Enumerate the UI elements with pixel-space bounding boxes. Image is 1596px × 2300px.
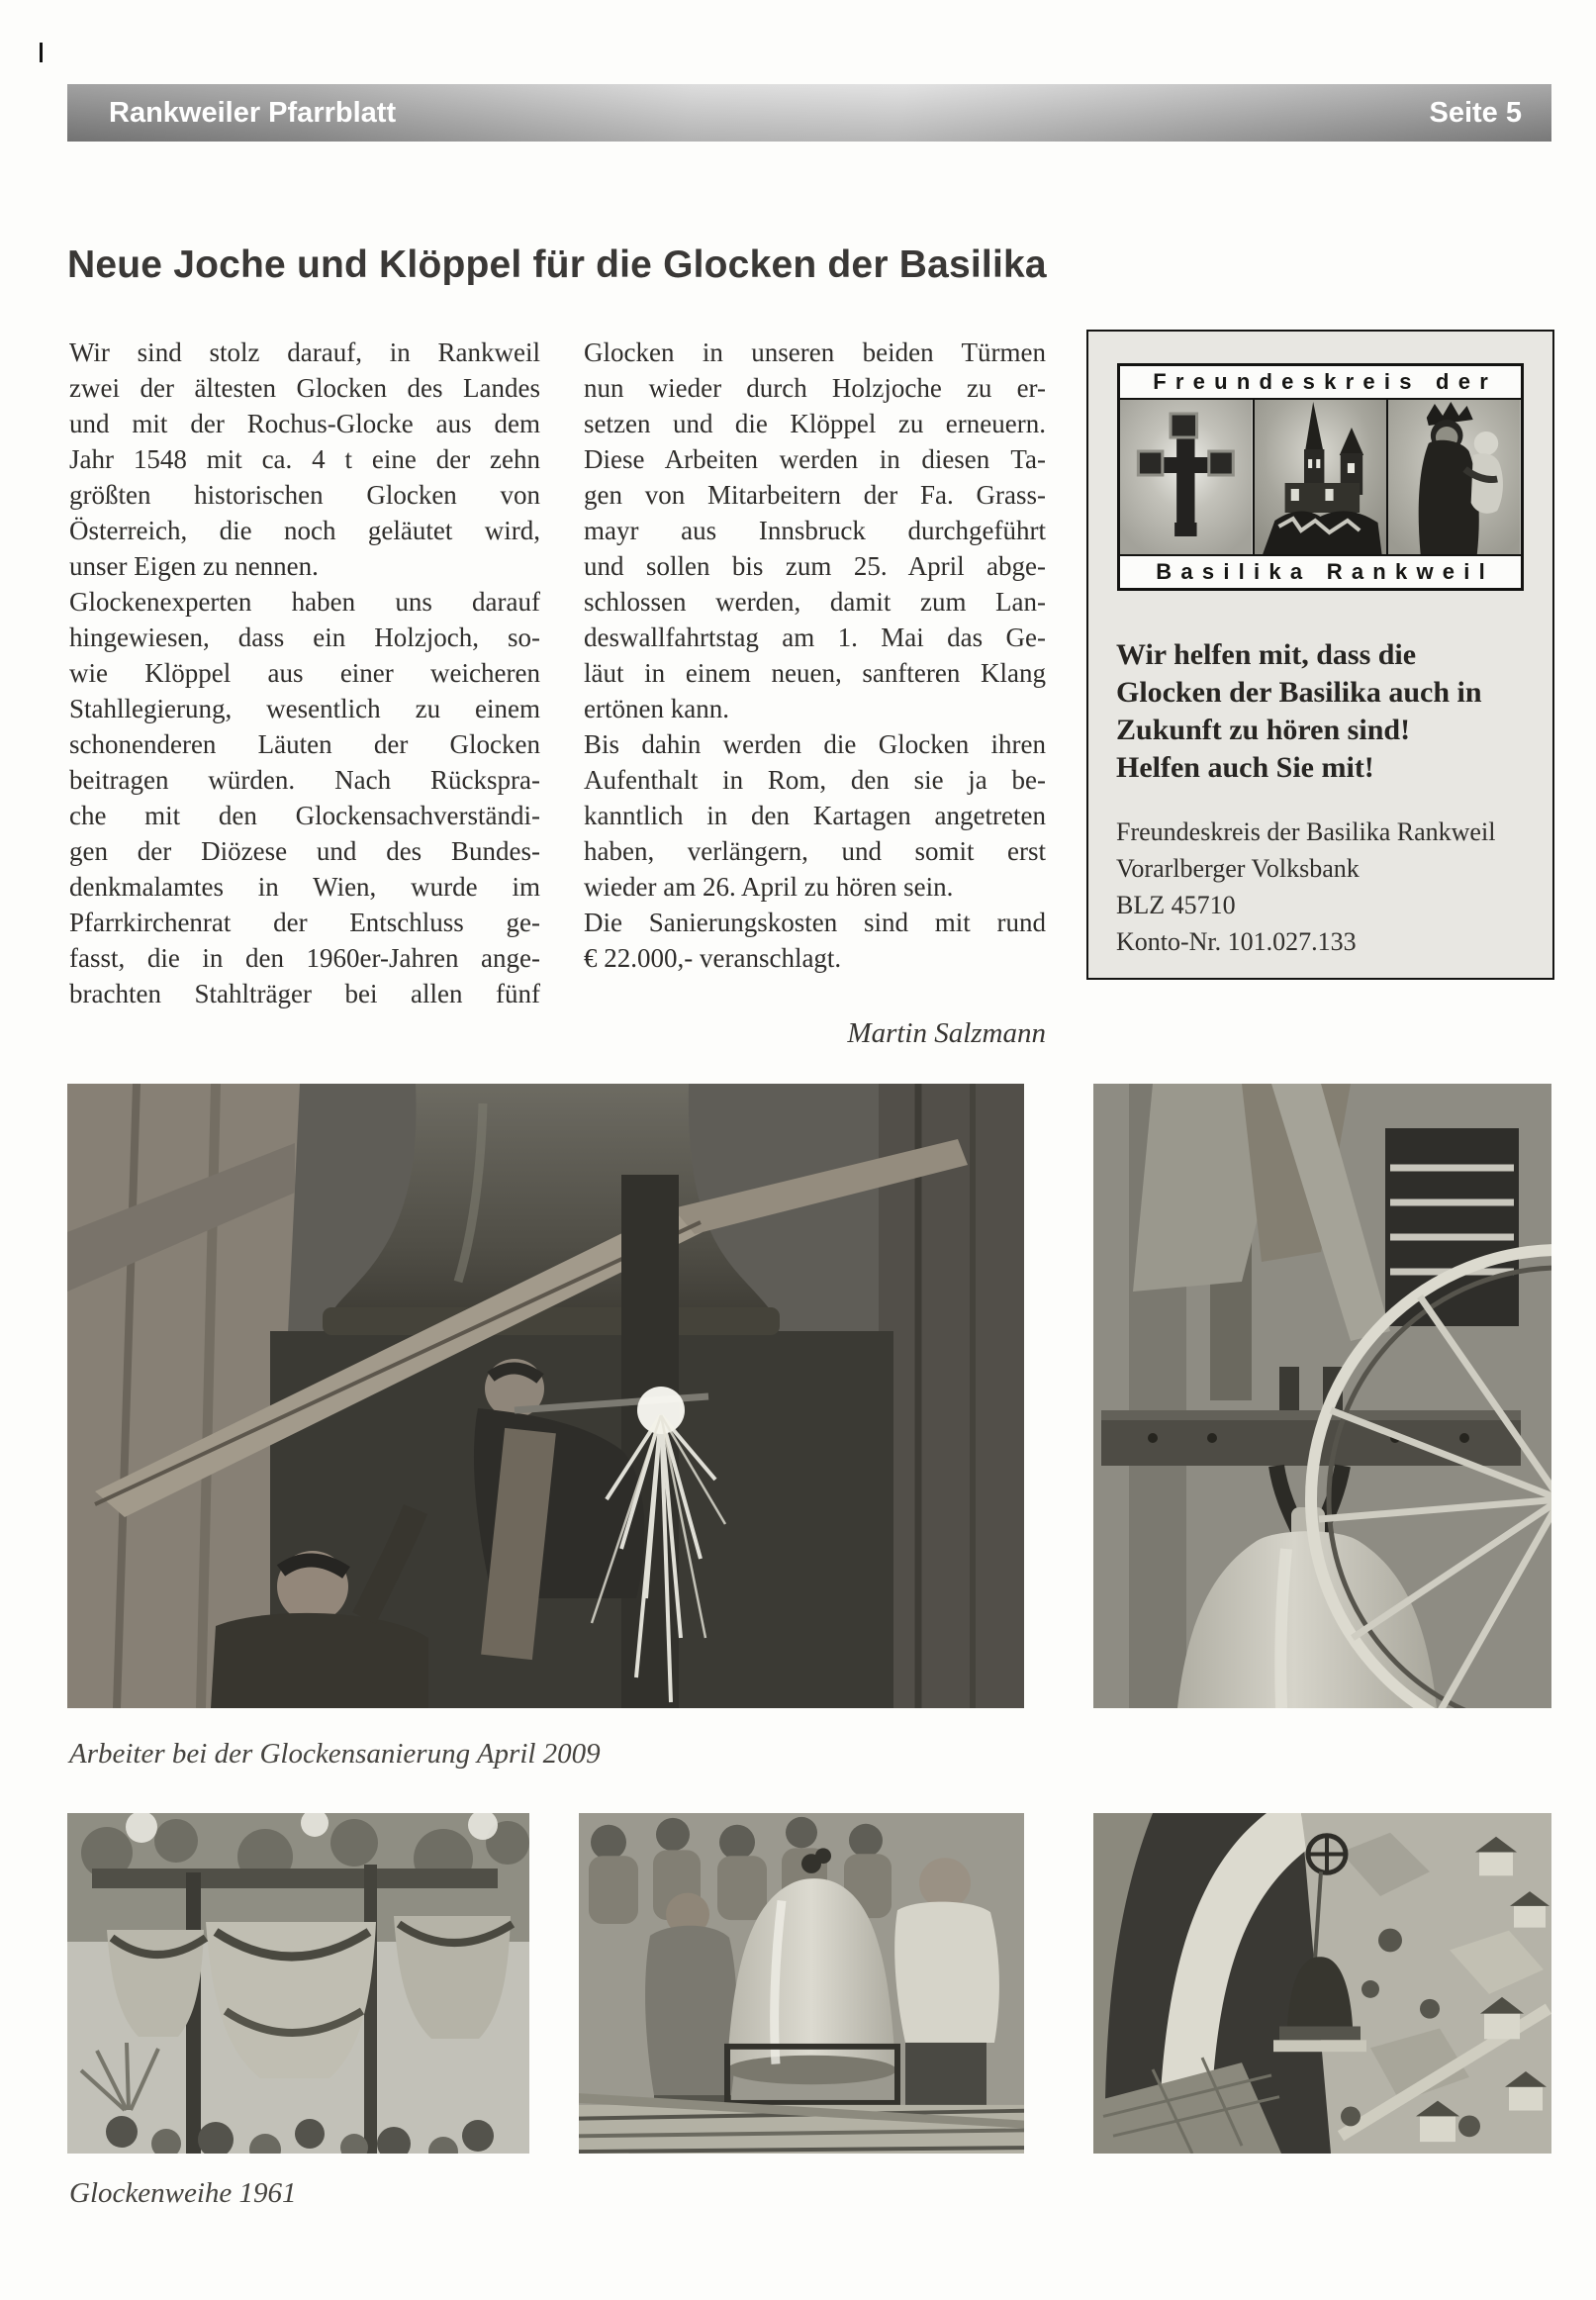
body-text-line: deswallfahrtstag am 1. Mai das Ge- xyxy=(584,623,1046,652)
body-text-line: wie Klöppel aus einer weicheren xyxy=(69,658,540,688)
caption-row1: Arbeiter bei der Glockensanierung April 2009 xyxy=(69,1738,601,1770)
body-text-line: Bis dahin werden die Glocken ihren xyxy=(584,729,1046,759)
photo-decorated-bells-crowd xyxy=(67,1813,529,2154)
basilica-icon xyxy=(1255,400,1389,554)
caption-row2: Glockenweihe 1961 xyxy=(69,2177,297,2209)
photo-bell-with-wheel xyxy=(1093,1084,1551,1708)
page-header-bar xyxy=(67,84,1551,142)
body-text-line: läut in einem neuen, sanfteren Klang xyxy=(584,658,1046,688)
appeal-line: Wir helfen mit, dass die xyxy=(1116,638,1417,671)
cross-icon xyxy=(1120,400,1255,554)
body-text-line: schlossen werden, damit zum Lan- xyxy=(584,587,1046,617)
body-text-line: Aufenthalt in Rom, den sie ja be- xyxy=(584,765,1046,795)
body-text-line: größten historischen Glocken von xyxy=(69,480,540,510)
article-title: Neue Joche und Klöppel für die Glocken der Basilika xyxy=(67,243,1047,287)
body-text-line: Glockenexperten haben uns darauf xyxy=(69,587,540,617)
body-text-line: schonenderen Läuten der Glocken xyxy=(69,729,540,759)
body-text-line: che mit den Glockensachverständi- xyxy=(69,801,540,830)
body-text-line: nun wieder durch Holzjoche zu er- xyxy=(584,373,1046,403)
body-text-line: Glocken in unseren beiden Türmen xyxy=(584,337,1046,367)
article-column-2 xyxy=(584,335,1046,1051)
body-text-line: Pfarrkirchenrat der Entschluss ge- xyxy=(69,908,540,937)
body-text-line: Österreich, die noch geläutet wird, xyxy=(69,516,540,545)
crop-mark xyxy=(40,43,43,62)
body-text-line: setzen und die Klöppel zu erneuern. xyxy=(584,409,1046,438)
newsletter-name: Rankweiler Pfarrblatt xyxy=(109,96,397,129)
body-text-line: brachten Stahlträger bei allen fünf xyxy=(69,979,540,1008)
freundeskreis-logo xyxy=(1117,363,1524,591)
donation-appeal-text xyxy=(1116,636,1527,787)
body-text-line: Diese Arbeiten werden in diesen Ta- xyxy=(584,444,1046,474)
body-text-line: gen der Diözese und des Bundes- xyxy=(69,836,540,866)
donation-info-box xyxy=(1086,330,1554,980)
logo-text-bottom: Basilika Rankweil xyxy=(1120,554,1521,588)
body-text-line: wieder am 26. April zu hören sein. xyxy=(584,872,954,902)
madonna-and-child-icon xyxy=(1388,400,1521,554)
article-column-1 xyxy=(69,335,540,1011)
body-text-line: fasst, die in den 1960er-Jahren ange- xyxy=(69,943,540,973)
body-text-line: kanntlich in den Kartagen angetreten xyxy=(584,801,1046,830)
body-text-line: € 22.000,- veranschlagt. xyxy=(584,943,842,973)
body-text-line: zwei der ältesten Glocken des Landes xyxy=(69,373,540,403)
body-text-line: unser Eigen zu nennen. xyxy=(69,551,319,581)
account-line: Konto-Nr. 101.027.133 xyxy=(1116,927,1357,956)
logo-image-panels xyxy=(1120,400,1521,554)
page-number: Seite 5 xyxy=(1429,96,1522,129)
body-text-line: beitragen würden. Nach Rückspra- xyxy=(69,765,540,795)
body-text-line: gen von Mitarbeitern der Fa. Grass- xyxy=(584,480,1046,510)
article-byline: Martin Salzmann xyxy=(847,1017,1046,1049)
body-text-line: mayr aus Innsbruck durchgeführt xyxy=(584,516,1046,545)
body-text-line: Jahr 1548 mit ca. 4 t eine der zehn xyxy=(69,444,540,474)
body-text-line: Die Sanierungskosten sind mit rund xyxy=(584,908,1046,937)
body-text-line: und mit der Rochus-Glocke aus dem xyxy=(69,409,540,438)
photo-aerial-bell-lift xyxy=(1093,1813,1551,2154)
body-text-line: denkmalamtes in Wien, wurde im xyxy=(69,872,540,902)
account-line: BLZ 45710 xyxy=(1116,891,1236,919)
body-text-line: hingewiesen, dass ein Holzjoch, so- xyxy=(69,623,540,652)
appeal-line: Glocken der Basilika auch in xyxy=(1116,676,1482,709)
bank-account-details xyxy=(1116,814,1527,960)
appeal-line: Helfen auch Sie mit! xyxy=(1116,751,1374,784)
account-line: Vorarlberger Volksbank xyxy=(1116,854,1360,883)
body-text-line: und sollen bis zum 25. April abge- xyxy=(584,551,1046,581)
photo-bell-renovation-workers xyxy=(67,1084,1024,1708)
body-text-line: ertönen kann. xyxy=(584,694,729,723)
logo-text-top: Freundeskreis der xyxy=(1120,366,1521,400)
appeal-line: Zukunft zu hören sind! xyxy=(1116,714,1411,746)
account-line: Freundeskreis der Basilika Rankweil xyxy=(1116,817,1496,846)
body-text-line: Wir sind stolz darauf, in Rankweil xyxy=(69,337,540,367)
article-column-2-text xyxy=(584,335,1046,976)
body-text-line: haben, verlängern, und somit erst xyxy=(584,836,1046,866)
body-text-line: Stahllegierung, wesentlich zu einem xyxy=(69,694,540,723)
photo-bell-transport xyxy=(579,1813,1024,2154)
